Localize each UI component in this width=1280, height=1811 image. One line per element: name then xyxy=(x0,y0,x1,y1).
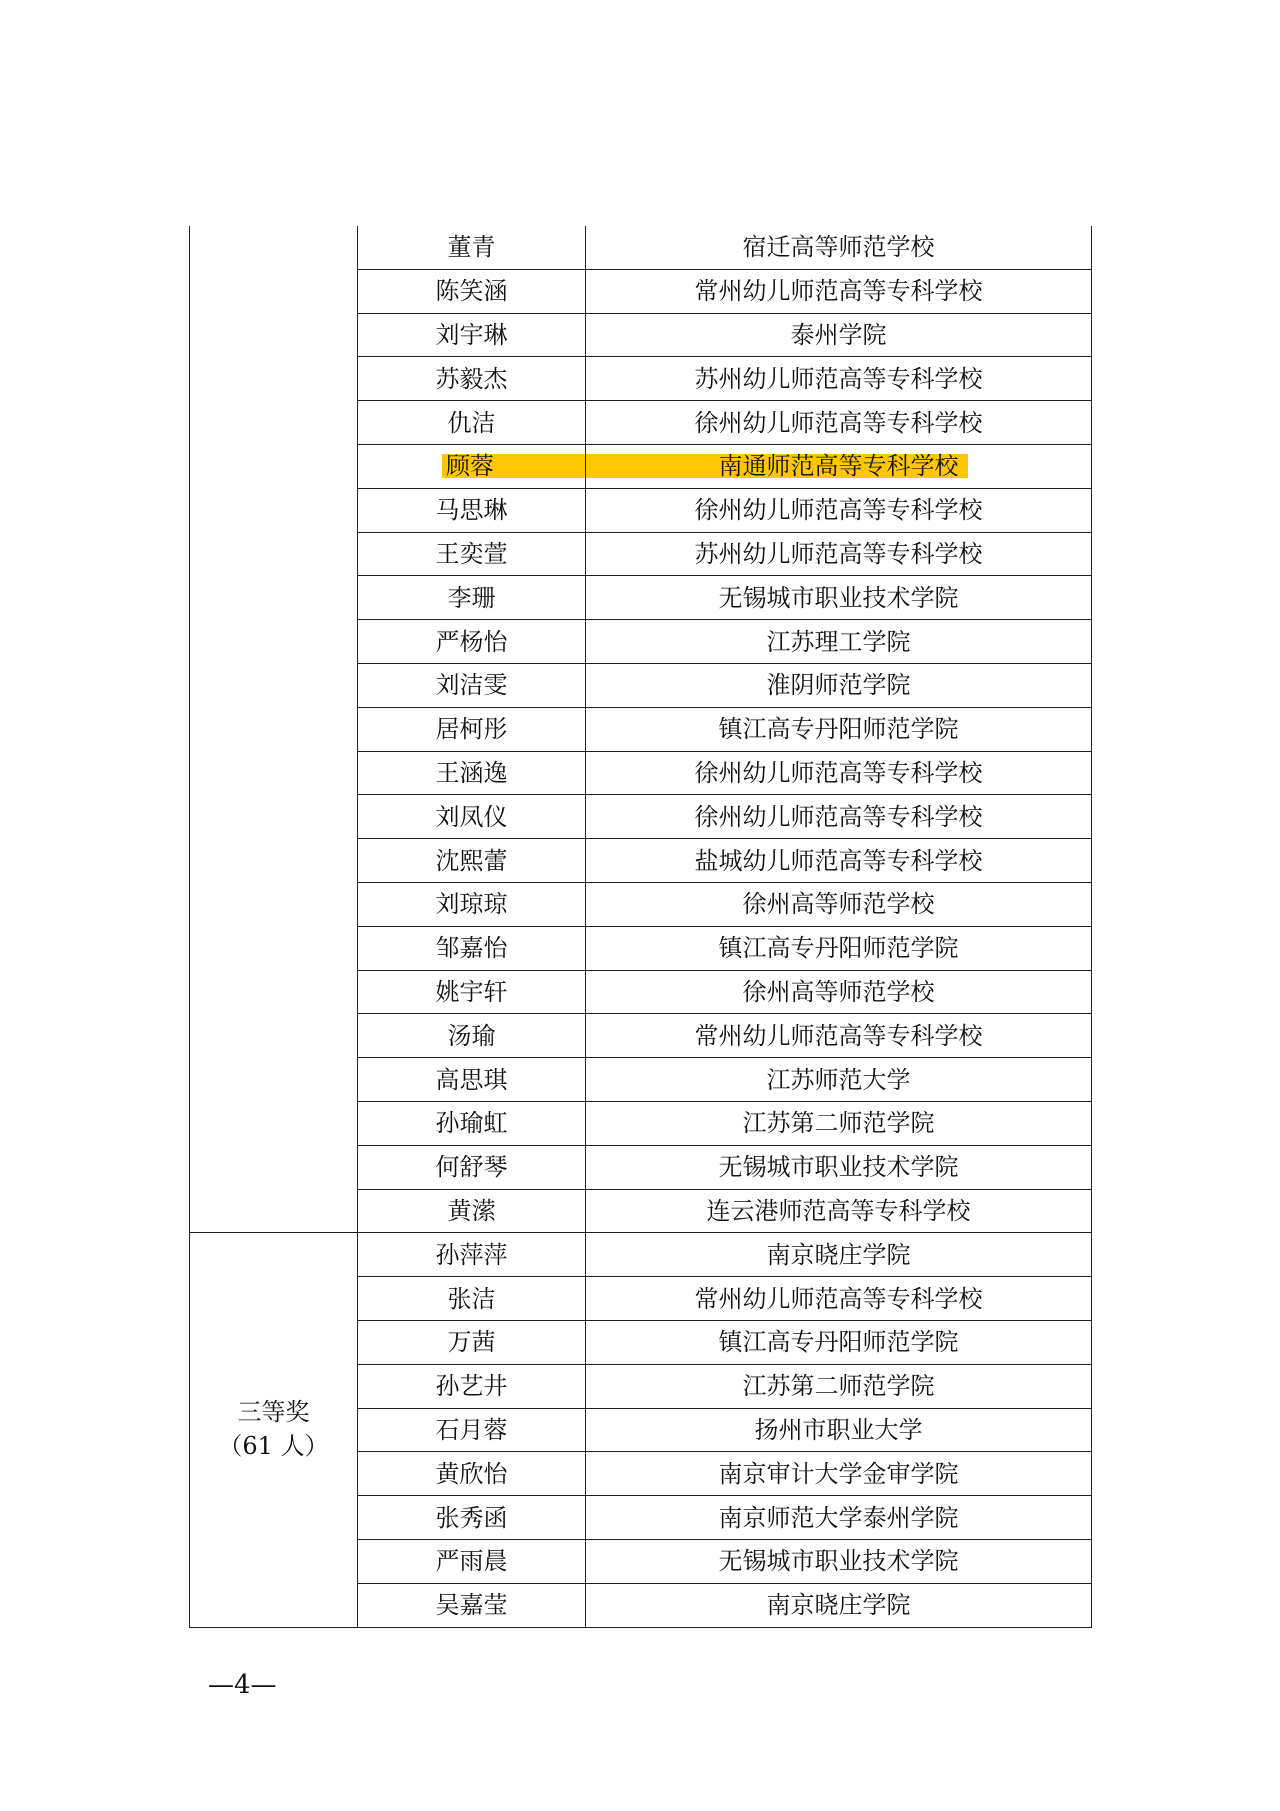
school-cell: 江苏第二师范学院 xyxy=(586,1101,1092,1145)
school-cell: 常州幼儿师范高等专科学校 xyxy=(586,1014,1092,1058)
name-cell: 孙萍萍 xyxy=(358,1233,586,1277)
name-cell: 邹嘉怡 xyxy=(358,926,586,970)
award-count-label: （61 人） xyxy=(218,1431,329,1460)
name-cell: 刘凤仪 xyxy=(358,795,586,839)
table-row xyxy=(190,1233,1092,1277)
name-cell: 吴嘉莹 xyxy=(358,1583,586,1627)
school-cell: 无锡城市职业技术学院 xyxy=(586,1539,1092,1583)
name-cell: 黄欣怡 xyxy=(358,1452,586,1496)
name-cell: 严雨晨 xyxy=(358,1539,586,1583)
name-cell: 万茜 xyxy=(358,1320,586,1364)
highlighted-name: 顾蓉 xyxy=(446,452,494,481)
name-cell: 刘洁雯 xyxy=(358,663,586,707)
name-cell: 王奕萱 xyxy=(358,532,586,576)
school-cell: 徐州高等师范学校 xyxy=(586,970,1092,1014)
school-cell: 江苏第二师范学院 xyxy=(586,1364,1092,1408)
name-cell xyxy=(358,444,586,488)
name-cell: 高思琪 xyxy=(358,1058,586,1102)
name-cell: 黄潆 xyxy=(358,1189,586,1233)
name-cell: 董青 xyxy=(358,226,586,269)
award-level-cell xyxy=(190,226,358,1233)
school-cell: 苏州幼儿师范高等专科学校 xyxy=(586,532,1092,576)
name-cell: 居柯彤 xyxy=(358,707,586,751)
name-cell: 张洁 xyxy=(358,1277,586,1321)
school-cell: 南京审计大学金审学院 xyxy=(586,1452,1092,1496)
school-cell: 镇江高专丹阳师范学院 xyxy=(586,707,1092,751)
name-cell: 苏毅杰 xyxy=(358,357,586,401)
school-cell: 扬州市职业大学 xyxy=(586,1408,1092,1452)
school-cell: 泰州学院 xyxy=(586,313,1092,357)
award-list-table xyxy=(189,226,1092,1628)
highlighted-school: 南通师范高等专科学校 xyxy=(718,452,959,481)
school-cell: 镇江高专丹阳师范学院 xyxy=(586,1320,1092,1364)
school-cell: 南京晓庄学院 xyxy=(586,1233,1092,1277)
school-cell: 苏州幼儿师范高等专科学校 xyxy=(586,357,1092,401)
name-cell: 汤瑜 xyxy=(358,1014,586,1058)
name-cell: 陈笑涵 xyxy=(358,269,586,313)
school-cell: 江苏师范大学 xyxy=(586,1058,1092,1102)
school-cell: 无锡城市职业技术学院 xyxy=(586,1145,1092,1189)
name-cell: 仇洁 xyxy=(358,401,586,445)
name-cell: 马思琳 xyxy=(358,488,586,532)
name-cell: 孙瑜虹 xyxy=(358,1101,586,1145)
school-cell: 常州幼儿师范高等专科学校 xyxy=(586,1277,1092,1321)
name-cell: 石月蓉 xyxy=(358,1408,586,1452)
name-cell: 姚宇轩 xyxy=(358,970,586,1014)
name-cell: 何舒琴 xyxy=(358,1145,586,1189)
school-cell: 徐州幼儿师范高等专科学校 xyxy=(586,751,1092,795)
table-row xyxy=(190,226,1092,269)
award-level-label: 三等奖 xyxy=(237,1398,310,1427)
name-cell: 沈熙蕾 xyxy=(358,839,586,883)
name-cell: 严杨怡 xyxy=(358,620,586,664)
school-cell: 镇江高专丹阳师范学院 xyxy=(586,926,1092,970)
school-cell: 徐州幼儿师范高等专科学校 xyxy=(586,488,1092,532)
school-cell: 江苏理工学院 xyxy=(586,620,1092,664)
school-cell: 常州幼儿师范高等专科学校 xyxy=(586,269,1092,313)
name-cell: 刘琼琼 xyxy=(358,882,586,926)
name-cell: 张秀函 xyxy=(358,1496,586,1540)
school-cell: 宿迁高等师范学校 xyxy=(586,226,1092,269)
name-cell: 孙艺井 xyxy=(358,1364,586,1408)
school-cell: 南京师范大学泰州学院 xyxy=(586,1496,1092,1540)
school-cell xyxy=(586,444,1092,488)
school-cell: 连云港师范高等专科学校 xyxy=(586,1189,1092,1233)
school-cell: 盐城幼儿师范高等专科学校 xyxy=(586,839,1092,883)
school-cell: 南京晓庄学院 xyxy=(586,1583,1092,1627)
name-cell: 刘宇琳 xyxy=(358,313,586,357)
school-cell: 徐州幼儿师范高等专科学校 xyxy=(586,401,1092,445)
school-cell: 徐州幼儿师范高等专科学校 xyxy=(586,795,1092,839)
school-cell: 徐州高等师范学校 xyxy=(586,882,1092,926)
award-level-cell xyxy=(190,1233,358,1627)
name-cell: 王涵逸 xyxy=(358,751,586,795)
school-cell: 淮阴师范学院 xyxy=(586,663,1092,707)
page-number: —4— xyxy=(208,1670,277,1700)
award-table-body xyxy=(190,226,1092,1627)
name-cell: 李珊 xyxy=(358,576,586,620)
school-cell: 无锡城市职业技术学院 xyxy=(586,576,1092,620)
